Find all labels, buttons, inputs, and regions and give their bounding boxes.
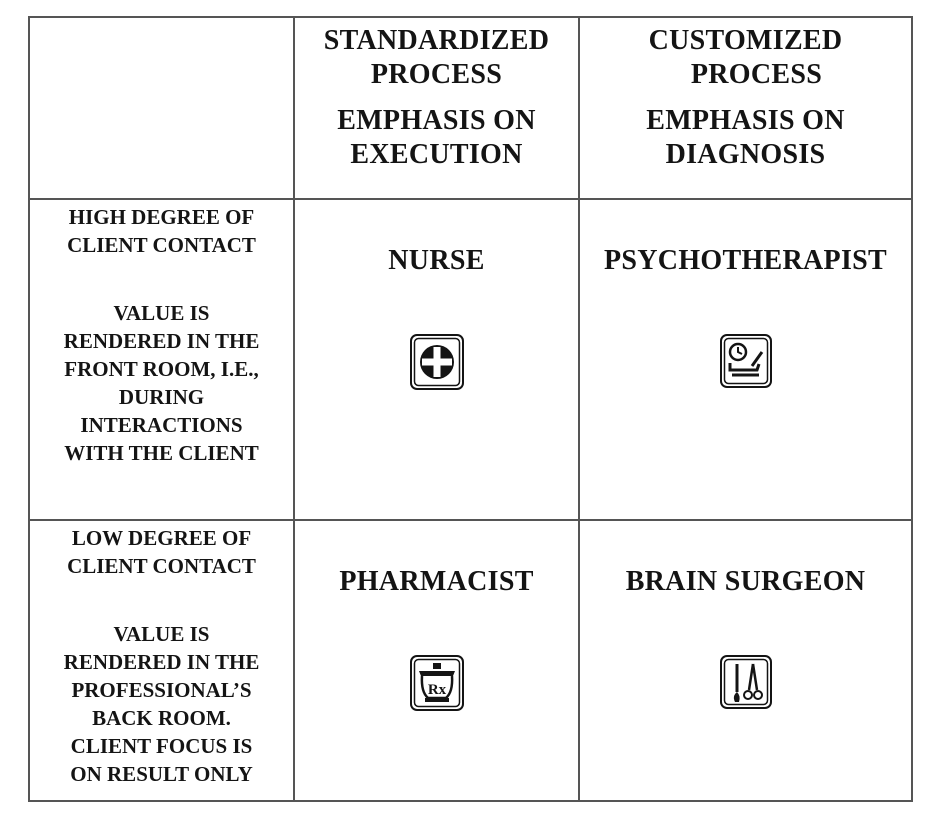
row-value-line: CLIENT FOCUS IS	[70, 734, 253, 758]
occupation-label: NURSE	[388, 245, 485, 276]
svg-text:Rx: Rx	[427, 682, 446, 698]
row-contact-line: CLIENT CONTACT	[67, 233, 256, 257]
cell-psychotherapist	[580, 200, 911, 521]
row-value-line: FRONT ROOM, I.E.,	[64, 357, 259, 381]
column-emphasis-line: EMPHASIS ON	[646, 105, 845, 136]
cell-brain-surgeon	[580, 521, 911, 800]
row-value-line: RENDERED IN THE	[63, 650, 260, 674]
column-emphasis-line: EXECUTION	[350, 139, 523, 170]
scalpel-scissors-icon	[719, 654, 773, 710]
occupation-label: PHARMACIST	[339, 566, 534, 597]
row-header-low-contact	[30, 521, 295, 800]
row-value-line: ON RESULT ONLY	[70, 762, 253, 786]
row-contact-line: HIGH DEGREE OF	[68, 205, 255, 229]
occupation-label: BRAIN SURGEON	[625, 566, 866, 597]
row-value-line: PROFESSIONAL’S	[71, 678, 252, 702]
occupation-label: PSYCHOTHERAPIST	[604, 245, 887, 276]
row-contact-line: LOW DEGREE OF	[71, 526, 252, 550]
cell-nurse	[295, 200, 580, 521]
mortar-prescription-icon	[409, 654, 465, 712]
row-contact-line: CLIENT CONTACT	[67, 554, 256, 578]
corner-cell	[30, 18, 295, 200]
row-value-line: WITH THE CLIENT	[64, 441, 259, 465]
cell-pharmacist	[295, 521, 580, 800]
column-title-line: STANDARDIZED	[323, 25, 550, 56]
row-value-line: RENDERED IN THE	[63, 329, 260, 353]
column-title-line: PROCESS	[370, 59, 503, 90]
column-emphasis-line: DIAGNOSIS	[665, 139, 826, 170]
column-header-standardized	[295, 18, 580, 200]
professional-services-matrix	[28, 16, 913, 802]
row-value-line: INTERACTIONS	[80, 413, 243, 437]
column-title-line: CUSTOMIZED	[648, 25, 843, 56]
therapy-couch-icon	[719, 333, 773, 389]
column-title-line: PROCESS	[690, 59, 823, 90]
row-value-line: DURING	[118, 385, 205, 409]
medical-cross-icon	[409, 333, 465, 391]
row-value-line: VALUE IS	[113, 622, 210, 646]
row-header-high-contact	[30, 200, 295, 521]
row-value-line: BACK ROOM.	[92, 706, 231, 730]
column-emphasis-line: EMPHASIS ON	[337, 105, 536, 136]
row-value-line: VALUE IS	[113, 301, 210, 325]
column-header-customized	[580, 18, 911, 200]
